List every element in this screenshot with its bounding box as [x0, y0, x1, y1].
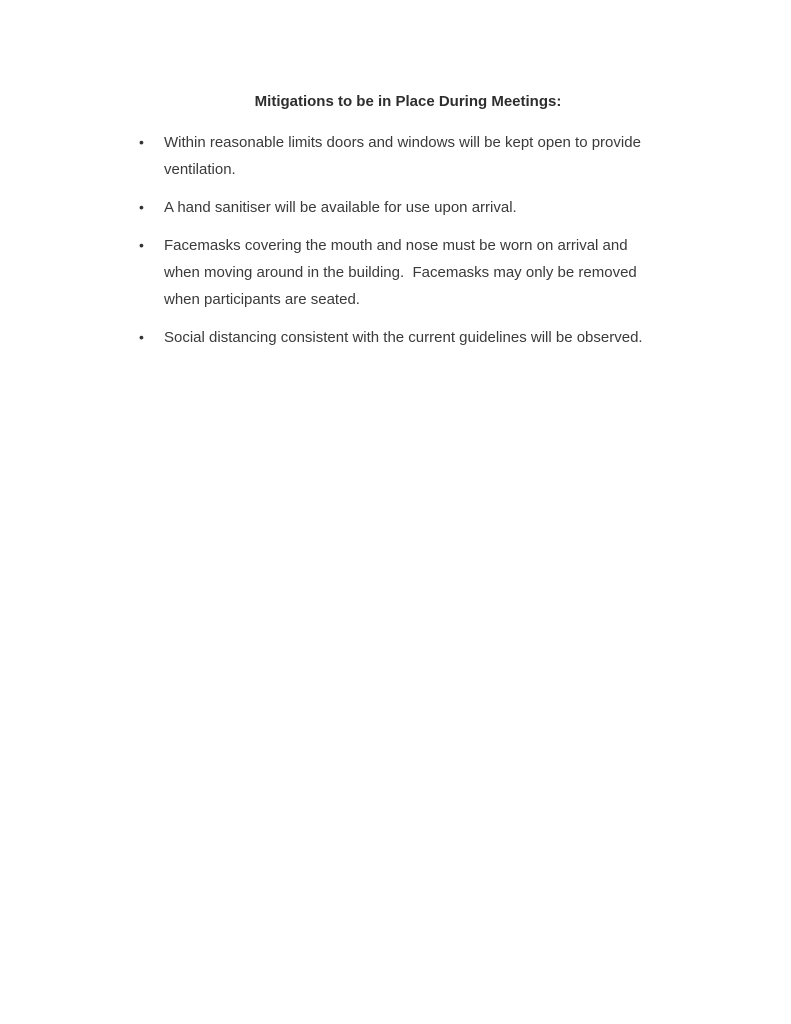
list-item-line: A hand sanitiser will be available for use upon arrival. [164, 199, 517, 216]
list-item-line: when moving around in the building. Facemasks may only be removed [164, 264, 637, 281]
list-item [139, 129, 679, 183]
list-item-line: Social distancing consistent with the current guidelines will be observed. [164, 329, 643, 346]
list-item-line: ventilation. [164, 161, 236, 178]
mitigation-list [139, 129, 679, 362]
list-item [139, 324, 679, 351]
bullet-icon: • [139, 199, 144, 215]
list-item-line: Facemasks covering the mouth and nose must be worn on arrival and [164, 237, 628, 254]
bullet-icon: • [139, 329, 144, 345]
bullet-icon: • [139, 134, 144, 150]
list-item-line: when participants are seated. [164, 291, 360, 308]
list-item-line: Within reasonable limits doors and windows will be kept open to provide [164, 134, 641, 151]
list-item [139, 232, 679, 313]
list-item [139, 194, 679, 221]
section-heading: Mitigations to be in Place During Meetings: [254, 93, 562, 110]
bullet-icon: • [139, 237, 144, 253]
